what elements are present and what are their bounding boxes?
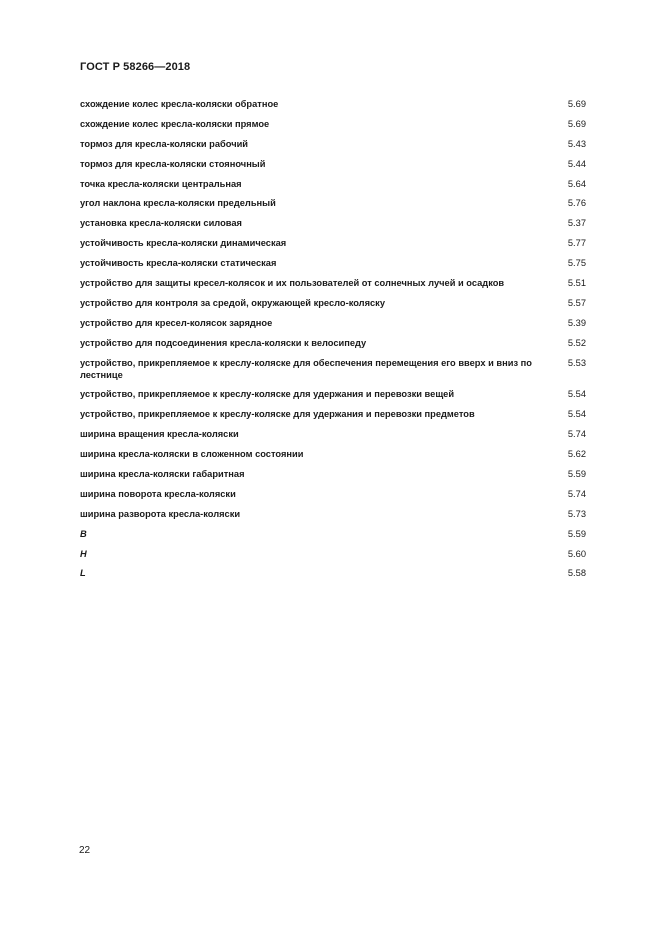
- index-entry: [80, 217, 586, 229]
- index-entry: [80, 237, 586, 249]
- index-term: устойчивость кресла-коляски статическая: [80, 258, 277, 269]
- index-section-ref: 5.64: [567, 178, 586, 189]
- index-entry: [80, 448, 586, 460]
- index-term: ширина вращения кресла-коляски: [80, 429, 239, 440]
- alphabetical-index: [80, 98, 586, 587]
- index-section-ref: 5.60: [567, 548, 586, 559]
- index-entry: [80, 528, 586, 540]
- index-term: схождение колес кресла-коляски прямое: [80, 118, 270, 129]
- index-entry: [80, 508, 586, 520]
- index-term: устройство, прикрепляемое к креслу-коляске для удержания и перевозки вещей: [80, 389, 455, 400]
- index-entry: [80, 257, 586, 269]
- index-term: схождение колес кресла-коляски обратное: [80, 99, 279, 109]
- index-entry: [80, 118, 586, 130]
- index-entry: [80, 98, 586, 110]
- index-section-ref: 5.74: [567, 488, 586, 499]
- index-term: B: [80, 528, 87, 539]
- index-section-ref: 5.37: [567, 218, 586, 229]
- index-term: ширина разворота кресла-коляски: [80, 508, 241, 519]
- index-section-ref: 5.59: [567, 469, 586, 480]
- index-section-ref: 5.54: [567, 389, 586, 400]
- index-section-ref: 5.52: [567, 337, 586, 348]
- index-term: установка кресла-коляски силовая: [80, 218, 242, 229]
- page-number: 22: [79, 845, 91, 856]
- index-section-ref: 5.43: [567, 138, 586, 149]
- index-term: устройство для защиты кресел-колясок и их пользователей от солнечных лучей и осадков: [80, 278, 505, 289]
- index-term: H: [80, 548, 87, 559]
- index-entry: [80, 357, 586, 381]
- index-entry: [80, 138, 586, 150]
- index-entry: [80, 488, 586, 500]
- index-section-ref: 5.75: [567, 258, 586, 269]
- index-entry: [80, 428, 586, 440]
- index-section-ref: 5.69: [567, 99, 586, 109]
- index-entry: [80, 178, 586, 190]
- index-section-ref: 5.51: [567, 278, 586, 289]
- index-term: ширина поворота кресла-коляски: [80, 488, 236, 499]
- index-section-ref: 5.58: [567, 568, 586, 579]
- index-section-ref: 5.59: [567, 528, 586, 539]
- index-section-ref: 5.77: [567, 238, 586, 249]
- index-section-ref: 5.53: [567, 357, 586, 368]
- index-entry: [80, 408, 586, 420]
- index-term: ширина кресла-коляски габаритная: [80, 469, 245, 480]
- index-entry: [80, 337, 586, 349]
- index-section-ref: 5.76: [567, 198, 586, 209]
- index-entry: [80, 197, 586, 209]
- index-term: тормоз для кресла-коляски стояночный: [80, 158, 266, 169]
- index-section-ref: 5.73: [567, 508, 586, 519]
- index-section-ref: 5.74: [567, 429, 586, 440]
- index-entry: [80, 277, 586, 289]
- index-term: устройство для подсоединения кресла-коляски к велосипеду: [80, 337, 367, 348]
- index-term: устройство, прикрепляемое к креслу-коляске для обеспечения перемещения его вверх и вниз по лестнице: [80, 357, 532, 380]
- index-term: L: [80, 568, 86, 579]
- index-term: угол наклона кресла-коляски предельный: [80, 198, 276, 209]
- index-entry: [80, 297, 586, 309]
- index-term: точка кресла-коляски центральная: [80, 178, 242, 189]
- index-entry: [80, 317, 586, 329]
- index-term: устройство для контроля за средой, окружающей кресло-коляску: [80, 297, 385, 308]
- index-entry: [80, 567, 586, 579]
- index-section-ref: 5.39: [567, 317, 586, 328]
- index-term: устройство для кресел-колясок зарядное: [80, 317, 273, 328]
- index-term: тормоз для кресла-коляски рабочий: [80, 138, 249, 149]
- index-entry: [80, 548, 586, 560]
- index-entry: [80, 388, 586, 400]
- index-section-ref: 5.69: [567, 118, 586, 129]
- index-entry: [80, 158, 586, 170]
- index-section-ref: 5.54: [567, 409, 586, 420]
- index-section-ref: 5.57: [567, 297, 586, 308]
- index-term: ширина кресла-коляски в сложенном состоянии: [80, 449, 304, 460]
- index-entry: [80, 468, 586, 480]
- index-section-ref: 5.44: [567, 158, 586, 169]
- document-header: ГОСТ Р 58266—2018: [80, 61, 191, 73]
- index-term: устройство, прикрепляемое к креслу-коляске для удержания и перевозки предметов: [80, 409, 475, 420]
- index-section-ref: 5.62: [567, 449, 586, 460]
- index-term: устойчивость кресла-коляски динамическая: [80, 238, 287, 249]
